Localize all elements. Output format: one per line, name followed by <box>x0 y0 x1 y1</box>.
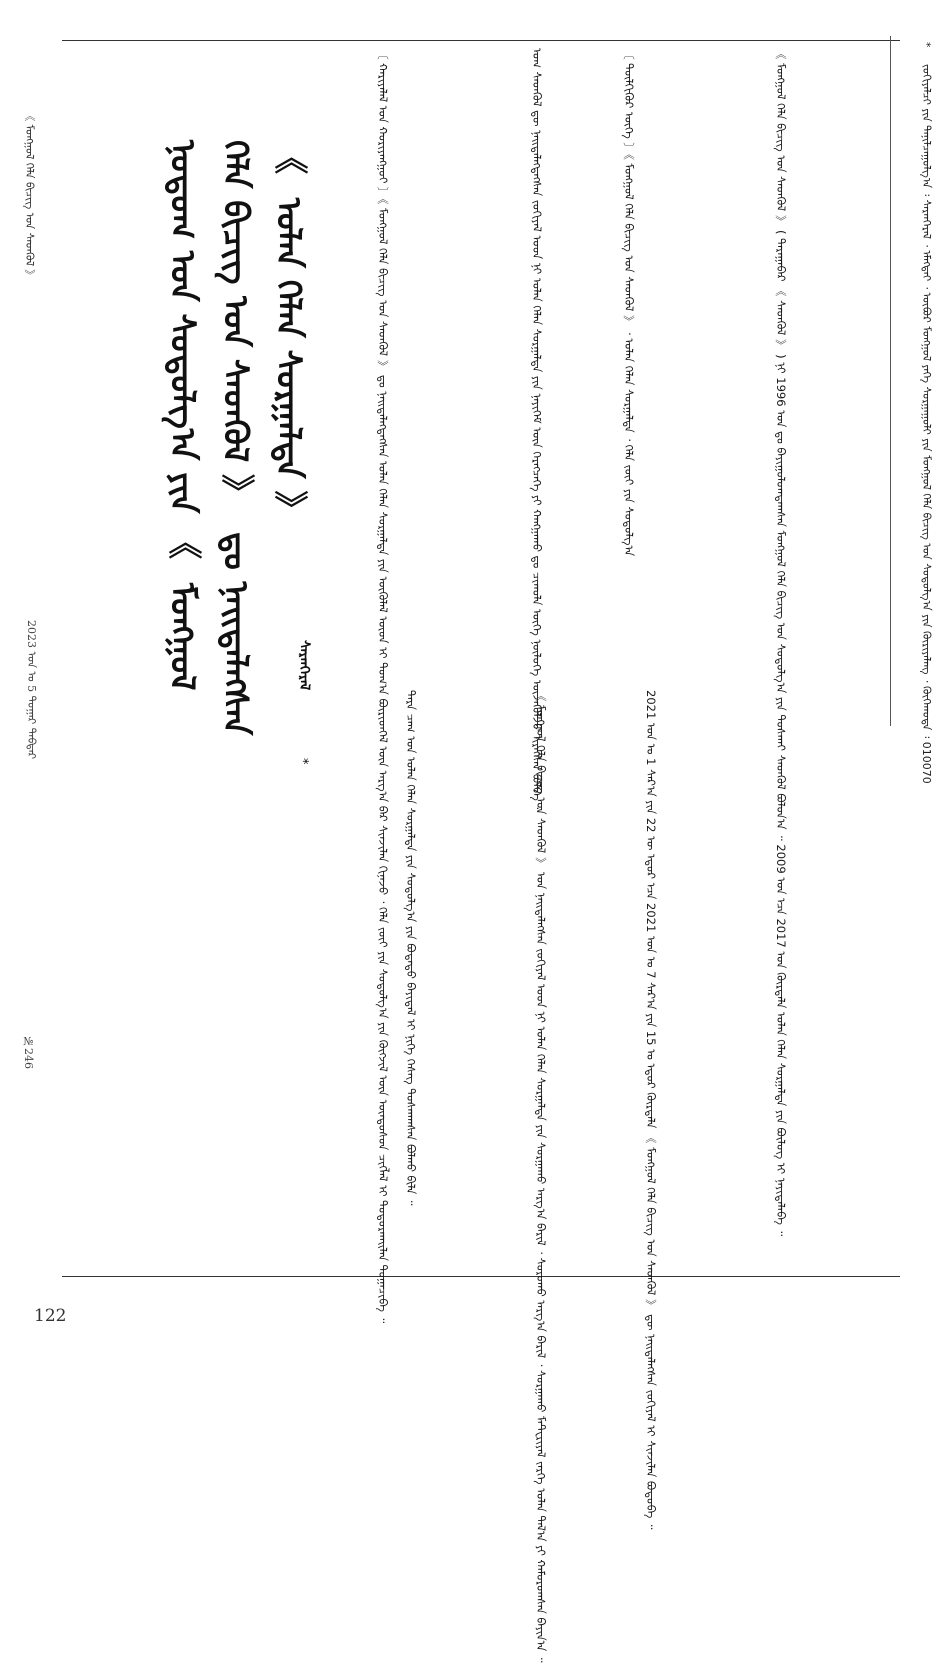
footnote-separator <box>890 36 891 726</box>
article-title-line-2: ᠬᠡᠯᠡ ᠪᠢᠴᠢᠭ ᠤᠨ ᠰᠡᠳᠬᠦᠯ 》 ᠳᠤ ᠨᠡᠢᠲᠡᠯᠡᠭᠰᠡᠨ <box>215 140 255 736</box>
issue-line: 2023 ᠣᠨ ᠤ 5 ᠳᠤᠭᠠᠷ ᠳᠡᠪᠲᠡᠷ <box>25 620 38 760</box>
abstract-paragraph: 〔 ᠬᠠᠷᠢᠶᠠᠯᠠᠯ ᠤᠨ ᠬᠤᠷᠢᠶᠠᠩᠭᠤᠢ 〕《 ᠮᠣᠩᠭᠣᠯ ᠬᠡᠯᠡ ᠪᠢᠴᠢᠭ ᠤᠨ ᠰᠡᠳᠬᠦᠯ 》 ᠳᠤ ᠨᠡᠢᠲᠡᠯᠡᠭᠳᠡᠭᠰᠡᠨ ᠣᠯᠠᠨ ᠬᠡᠯᠡᠨ ᠰᠤᠷᠭᠠᠯᠲᠠ ᠶᠢᠨ ᠦᠭᠦᠯᠡᠯ ᠦᠳ ᠢ ᠲᠣᠭ᠎ᠠ ᠪᠦᠷᠢᠳᠬᠡᠯ ᠦᠨ ᠠᠷᠭ᠎ᠠ ᠪᠠᠷ ᠰᠢᠨᠵᠢᠯᠡᠨ ᠬᠢᠨᠠᠵᠤ ᠂ ᠬᠡᠯᠡ ᠵᠦᠢ ᠶᠢᠨ ᠰᠤᠳᠤᠯᠭ᠎ᠠ ᠶᠢᠨ ᠬᠥᠭᠵᠢᠯ ᠦᠨ ᠦᠨᠳᠦᠰᠦᠨ ᠴᠢᠭᠯᠡᠯ ᠢ ᠲᠣᠳᠣᠷᠬᠠᠢᠯᠠᠨ ᠲᠣᠭᠠᠴᠢᠪᠠ ᠃ <box>376 48 390 1324</box>
body-paragraph-1: 《 ᠮᠣᠩᠭᠣᠯ ᠬᠡᠯᠡ ᠪᠢᠴᠢᠭ ᠤᠨ ᠰᠡᠳᠬᠦᠯ 》 ( ᠳᠠᠷᠠᠭᠠᠪᠠᠷ 《 ᠰᠡᠳᠬᠦᠯ 》 ) ᠨᠢ 1996 ᠣᠨ ᠳᠤ ᠪᠠᠶᠢᠭᠤᠯᠤᠭᠳᠠᠭᠰᠠᠨ ᠮᠣᠩᠭᠣᠯ ᠬᠡᠯᠡ ᠪᠢᠴᠢᠭ ᠤᠨ ᠰᠤᠳᠤᠯᠭ᠎ᠠ ᠶᠢᠨ ᠲᠤᠰᠬᠠᠢ ᠰᠡᠳᠬᠦᠯ ᠪᠣᠯᠤᠨ᠎ᠠ ᠃ 2009 ᠣᠨ ᠡᠴᠡ 2017 ᠣᠨ ᠬᠦᠷᠲᠡᠯᠡ ᠣᠯᠠᠨ ᠬᠡᠯᠡᠨ ᠰᠤᠷᠭᠠᠯᠲᠠ ᠶᠢᠨ ᠪᠦᠯᠦᠭ ᠢ ᠨᠡᠶᠢᠲᠡᠯᠡᠪᠡ ᠃ <box>774 48 788 1237</box>
abstract-paragraph-cont: ᠤᠭ ᠰᠡᠳᠬᠦᠯ ᠳᠦ ᠨᠡᠢᠲᠡᠯᠡᠭᠳᠡᠭᠰᠡᠨ ᠵᠣᠬᠢᠶᠠᠯ ᠤᠳ ᠨᠢ ᠣᠯᠠᠨ ᠬᠡᠯᠡᠨ ᠰᠤᠷᠭᠠᠯᠲᠠ ᠶᠢᠨ ᠨᠡᠶᠢᠭᠡᠮ ᠦᠨ ᠬᠡᠷᠡᠭᠴᠡᠭᠡ ᠶᠢ ᠬᠠᠩᠭᠠᠬᠤ ᠳᠤ ᠴᠢᠬᠤᠯᠠ ᠦᠭᠡ ᠨᠥᠯᠦᠭᠡ ᠦᠵᠡᠭᠦᠯᠵᠦ ᠢᠷᠡᠭᠰᠡᠨ ᠪᠣᠯᠪᠠ ᠃ <box>530 48 544 813</box>
footnote-mark: * <box>920 42 933 48</box>
article-title-line-3: 《 ᠣᠯᠠᠨ ᠬᠡᠯᠡᠨ ᠰᠤᠷᠭᠠᠯᠲᠠ 》 <box>268 140 308 531</box>
footnote-text: ᠵᠣᠬᠢᠶᠠᠯᠴᠢ ᠶᠢᠨ ᠲᠠᠨᠢᠯᠴᠠᠭᠤᠯᠭ᠎ᠠ ᠄ ᠰᠠᠷᠠᠨᠭᠡᠷᠡᠯ ᠂ ᠡᠮᠡᠭᠲᠡᠢ ᠂ ᠥᠪᠥᠷ ᠮᠣᠩᠭᠣᠯ ᠶᠡᠬᠡ ᠰᠤᠷᠭᠠᠭᠤᠯᠢ ᠶᠢᠨ ᠮᠣᠩᠭᠣᠯ ᠬᠡᠯᠡ ᠪᠢᠴᠢᠭ ᠤᠨ ᠰᠤᠳᠤᠯᠭ᠎ᠠ ᠶᠢᠨ ᠬᠦᠷᠢᠶᠡᠯᠡᠩ ᠂ ᠬᠦᠬᠡᠬᠣᠲᠠ ᠄ 010070 <box>920 64 933 784</box>
issue-number: №246 <box>22 1035 35 1069</box>
page-number: 122 <box>34 1306 67 1326</box>
body-paragraph-2: 2021 ᠣᠨ ᠤ 1 ᠰᠠᠷ᠎ᠠ ᠶᠢᠨ 22 ᠦ ᠡᠳᠦᠷ ᠡᠴᠡ 2021 ᠣᠨ ᠤ 7 ᠰᠠᠷ᠎ᠠ ᠶᠢᠨ 15 ᠤ ᠡᠳᠦᠷ ᠬᠦᠷᠲᠡᠯᠡ 《 ᠮᠣᠩᠭᠣᠯ ᠬᠡᠯᠡ ᠪᠢᠴᠢᠭ ᠤᠨ ᠰᠡᠳᠬᠦᠯ 》 ᠳᠦ ᠨᠡᠢᠲᠡᠯᠡᠭᠰᠡᠨ ᠵᠣᠬᠢᠶᠠᠯ ᠢ ᠰᠢᠨᠵᠢᠯᠡᠨ ᠪᠣᠳᠤᠪᠠ ᠃ <box>644 690 658 1530</box>
footer-rule <box>62 1276 900 1277</box>
article-title-line-1: ᠨᠤᠳᠤᠭ ᠤᠨ ᠰᠤᠳᠤᠯᠭ᠎ᠠ ᠶᠢᠨ 《 ᠮᠣᠩᠭᠣᠯ <box>162 140 202 691</box>
author-name: ᠰᠠᠷᠠᠨᠭᠡᠷᠡᠯ <box>296 640 312 691</box>
header-rule <box>62 40 900 41</box>
keywords: 〔 ᠲᠦᠯᠬᠢᠭᠦᠷ ᠦᠭᠡ 〕《 ᠮᠣᠩᠭᠣᠯ ᠬᠡᠯᠡ ᠪᠢᠴᠢᠭ ᠤᠨ ᠰᠡᠳᠬᠦᠯ 》 ᠂ ᠣᠯᠠᠨ ᠬᠡᠯᠡᠨ ᠰᠤᠷᠭᠠᠯᠲᠠ ᠂ ᠬᠡᠯᠡ ᠵᠦᠢ ᠶᠢᠨ ᠰᠤᠳᠤᠯᠭ᠎ᠠ <box>622 48 636 557</box>
body-paragraph-3: 《 ᠮᠣᠩᠭᠣᠯ ᠬᠡᠯᠡ ᠪᠢᠴᠢᠭ ᠤᠨ ᠰᠡᠳᠬᠦᠯ 》 ᠤᠨ ᠨᠡᠢᠲᠡᠯᠡᠭᠰᠡᠨ ᠵᠣᠬᠢᠶᠠᠯ ᠤᠳ ᠨᠢ ᠣᠯᠠᠨ ᠬᠡᠯᠡᠨ ᠰᠤᠷᠭᠠᠯᠲᠠ ᠶᠢᠨ ᠰᠤᠷᠭᠠᠬᠤ ᠠᠷᠭ᠎ᠠ ᠪᠠᠷᠢᠯ ᠂ ᠰᠤᠷᠤᠬᠤ ᠠᠷᠭ᠎ᠠ ᠪᠠᠷᠢᠯ ᠂ ᠰᠤᠷᠭᠠᠬᠤ ᠮᠠᠲ᠋ᠧᠷᠢᠶᠠᠯ ᠵᠡᠷᠭᠡ ᠣᠯᠠᠨ ᠲᠠᠯ᠎ᠠ ᠶᠢ ᠬᠠᠮᠤᠷᠤᠭᠰᠠᠨ ᠪᠠᠶᠢᠨ᠎ᠠ ᠃ <box>534 690 548 1663</box>
body-paragraph-4: ᠲᠡᠷᠡ ᠴᠠᠭ ᠤᠨ ᠣᠯᠠᠨ ᠬᠡᠯᠡᠨ ᠰᠤᠷᠭᠠᠯᠲᠠ ᠶᠢᠨ ᠰᠤᠳᠤᠯᠭ᠎ᠠ ᠶᠢᠨ ᠪᠣᠳᠠᠲᠤ ᠪᠠᠶᠢᠳᠠᠯ ᠢ ᠨᠢᠭᠡ ᠬᠡᠰᠡᠭ ᠲᠤᠰᠬᠠᠭᠰᠠᠨ ᠪᠣᠯᠬᠤ ᠪᠢᠯᠡ ᠃ <box>404 690 418 1206</box>
running-head: 《 ᠮᠣᠩᠭᠣᠯ ᠬᠡᠯᠡ ᠪᠢᠴᠢᠭ ᠤᠨ ᠰᠡᠳᠬᠦᠯ 》 <box>23 110 36 281</box>
author-mark: * <box>295 758 310 765</box>
